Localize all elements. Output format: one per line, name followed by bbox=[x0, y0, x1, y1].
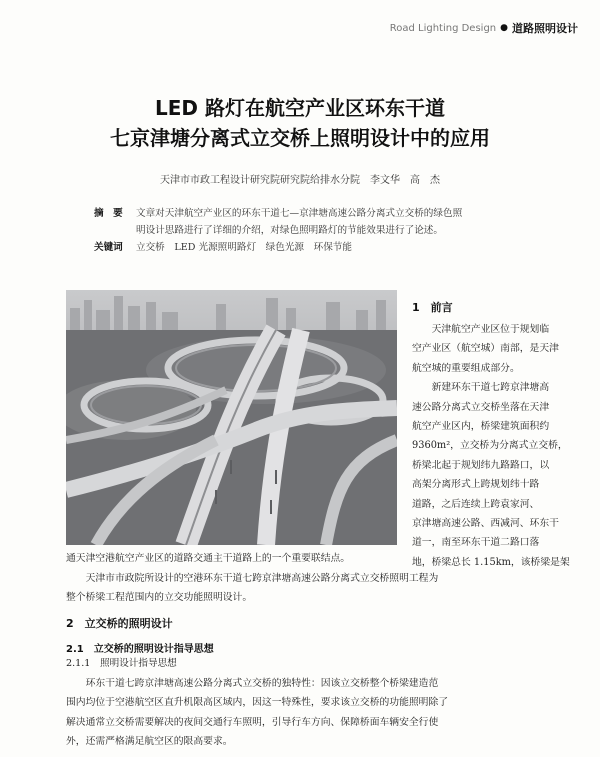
section2-1-1-heading: 2.1.1 照明设计指导思想 bbox=[66, 658, 177, 669]
abstract-label: 摘 要 bbox=[94, 208, 123, 219]
col-line: 地，桥梁总长 1.15km，该桥梁是架 bbox=[412, 556, 570, 568]
col-line: 速公路分离式立交桥坐落在天津 bbox=[412, 401, 550, 413]
col-line: 航空城的重要组成部分。 bbox=[412, 362, 520, 374]
para-line: 解决通常立交桥需要解决的夜间交通行车照明，引导行车方向、保障桥面车辆安全行使 bbox=[66, 716, 439, 728]
para-line: 整个桥梁工程范围内的立交功能照明设计。 bbox=[66, 592, 253, 604]
interchange-photo bbox=[66, 290, 397, 545]
para-line: 围内均位于空港航空区直升机限高区域内，因这一特殊性，要求该立交桥的功能照明除了 bbox=[66, 697, 449, 709]
section1-para2 bbox=[66, 569, 570, 608]
abstract-line2: 明设计思路进行了详细的介绍，对绿色照明路灯的节能效果进行了论述。 bbox=[136, 225, 443, 236]
abstract-line1: 文章对天津航空产业区的环东干道七—京津塘高速公路分离式立交桥的绿色照 bbox=[136, 208, 463, 219]
article-title-line2: 七京津塘分离式立交桥上照明设计中的应用 bbox=[110, 126, 490, 150]
section1-line-full: 通天津空港航空产业区的道路交通主干道路上的一个重要联结点。 bbox=[66, 553, 351, 564]
keywords-text: 立交桥 LED 光源照明路灯 绿色光源 环保节能 bbox=[136, 242, 352, 253]
col-line: 道一，南至环东干道二路口落 bbox=[412, 537, 540, 549]
running-header bbox=[390, 20, 578, 36]
col-line: 航空产业区内，桥梁建筑面积约 bbox=[412, 421, 550, 433]
section2-para bbox=[66, 674, 570, 752]
section1-heading: 1 前言 bbox=[412, 301, 453, 314]
para-line: 外，还需严格满足航空区的限高要求。 bbox=[66, 736, 233, 748]
author-line: 天津市市政工程设计研究院研究院给排水分院 李文华 高 杰 bbox=[160, 175, 440, 186]
keywords bbox=[94, 239, 352, 253]
col-line: 桥梁北起于规划纬九路路口，以 bbox=[412, 459, 550, 471]
col-line: 天津航空产业区位于规划临 bbox=[431, 324, 550, 335]
col-line: 空产业区（航空城）南部，是天津 bbox=[412, 343, 559, 355]
section2-1-heading: 2.1 立交桥的照明设计指导思想 bbox=[66, 644, 214, 655]
col-line: 新建环东干道七跨京津塘高 bbox=[431, 382, 550, 394]
keywords-label: 关键词 bbox=[94, 242, 123, 253]
bullet-icon: ● bbox=[500, 23, 508, 33]
header-series: Road Lighting Design bbox=[389, 22, 497, 34]
para-line: 环东干道七跨京津塘高速公路分离式立交桥的独特性：因该立交桥整个桥梁建造范 bbox=[85, 678, 439, 689]
section2-heading: 2 立交桥的照明设计 bbox=[66, 617, 173, 630]
col-line: 9360m²，立交桥为分离式立交桥， bbox=[412, 440, 568, 452]
abstract bbox=[94, 205, 462, 219]
interchange-illustration bbox=[66, 290, 397, 545]
article-title-line1: LED 路灯在航空产业区环东干道 bbox=[155, 96, 445, 120]
header-category: 道路照明设计 bbox=[512, 22, 578, 35]
para-line: 天津市市政院所设计的空港环东干道七跨京津塘高速公路分离式立交桥照明工程为 bbox=[85, 573, 439, 584]
col-line: 道路，之后连续上跨袁家河、 bbox=[412, 498, 540, 510]
section1-column bbox=[412, 320, 570, 572]
col-line: 高架分离形式上跨规划纬十路 bbox=[412, 479, 540, 491]
col-line: 京津塘高速公路、西减河、环东干 bbox=[412, 518, 559, 530]
